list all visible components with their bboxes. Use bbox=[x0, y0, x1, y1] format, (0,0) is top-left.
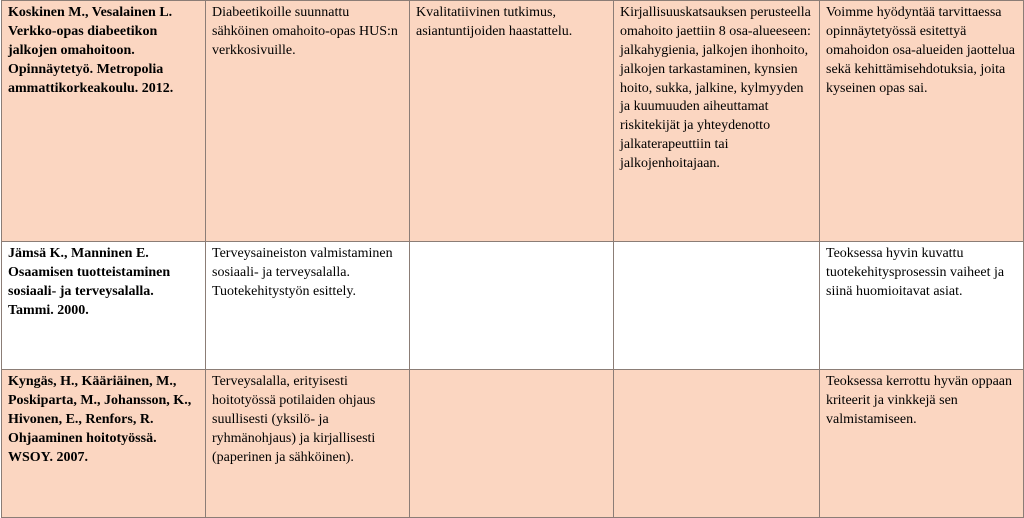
results-cell bbox=[614, 242, 820, 370]
purpose-cell: Terveysaineiston valmistaminen sosiaali- ja terveysalalla. Tuotekehitystyön esittely. bbox=[206, 242, 410, 370]
application-cell: Voimme hyödyntää tarvittaessa opinnäytetyössä esitettyä omahoidon osa-alueiden jaottelua sekä kehittämisehdotuksia, joita kyseinen opas sai. bbox=[820, 1, 1024, 242]
results-cell bbox=[614, 370, 820, 518]
table-row bbox=[2, 1, 1024, 242]
purpose-cell: Diabeetikoille suunnattu sähköinen omahoito-opas HUS:n verkkosivuille. bbox=[206, 1, 410, 242]
application-cell: Teoksessa kerrottu hyvän oppaan kriteerit ja vinkkejä sen valmistamiseen. bbox=[820, 370, 1024, 518]
application-cell: Teoksessa hyvin kuvattu tuotekehitysprosessin vaiheet ja siinä huomioitavat asiat. bbox=[820, 242, 1024, 370]
reference-cell: Koskinen M., Vesalainen L. Verkko-opas diabeetikon jalkojen omahoitoon. Opinnäytetyö. Metropolia ammattikorkeakoulu. 2012. bbox=[2, 1, 206, 242]
purpose-cell: Terveysalalla, erityisesti hoitotyössä potilaiden ohjaus suullisesti (yksilö- ja ryhmänohjaus) ja kirjallisesti (paperinen ja sähköinen). bbox=[206, 370, 410, 518]
method-cell: Kvalitatiivinen tutkimus, asiantuntijoiden haastattelu. bbox=[410, 1, 614, 242]
literature-review-table bbox=[1, 0, 1024, 518]
reference-cell: Kyngäs, H., Kääriäinen, M., Poskiparta, M., Johansson, K., Hivonen, E., Renfors, R. Ohjaaminen hoitotyössä. WSOY. 2007. bbox=[2, 370, 206, 518]
results-cell: Kirjallisuuskatsauksen perusteella omahoito jaettiin 8 osa-alueeseen: jalkahygienia, jalkojen ihonhoito, jalkojen tarkastaminen, kynsien hoito, sukka, jalkine, kylmyyden ja kuumuuden aiheuttamat riskitekijät ja yhteydenotto jalkaterapeuttiin tai jalkojenhoitajaan. bbox=[614, 1, 820, 242]
reference-cell: Jämsä K., Manninen E. Osaamisen tuotteistaminen sosiaali- ja terveysalalla. Tammi. 2000. bbox=[2, 242, 206, 370]
method-cell bbox=[410, 370, 614, 518]
table-row bbox=[2, 370, 1024, 518]
table-row bbox=[2, 242, 1024, 370]
method-cell bbox=[410, 242, 614, 370]
